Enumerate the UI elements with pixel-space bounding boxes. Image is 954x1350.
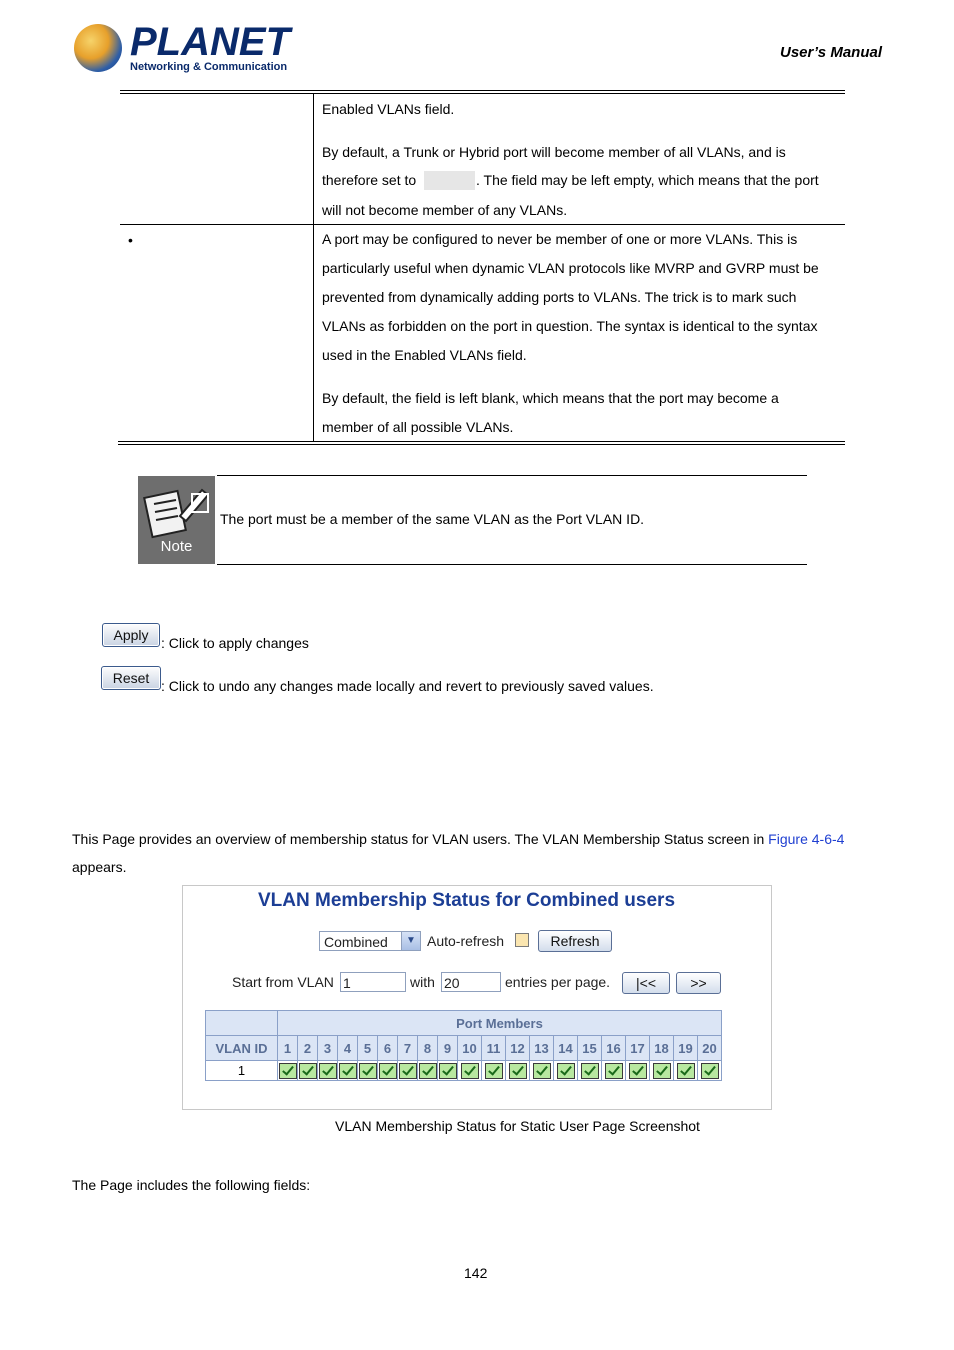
- intro-paragraph: [72, 831, 844, 847]
- check-icon: [419, 1063, 437, 1079]
- port-header-cell: 19: [674, 1036, 698, 1061]
- port-header-cell: 4: [338, 1036, 358, 1061]
- note-icon: [138, 476, 215, 564]
- vlan-membership-screenshot: [182, 885, 772, 1110]
- port-header-cell: 18: [650, 1036, 674, 1061]
- check-icon: [279, 1063, 297, 1079]
- auto-refresh-checkbox[interactable]: [515, 933, 529, 947]
- screenshot-title: VLAN Membership Status for Combined users: [258, 890, 676, 911]
- member-cell: [506, 1061, 530, 1081]
- row2-bullet: •: [128, 232, 133, 248]
- row2-line-3: prevented from dynamically adding ports to VLANs. The trick is to mark such: [322, 289, 797, 305]
- check-icon: [359, 1063, 377, 1079]
- member-cell: [378, 1061, 398, 1081]
- check-icon: [677, 1063, 695, 1079]
- member-cell: [338, 1061, 358, 1081]
- port-members-table: [205, 1010, 722, 1081]
- member-cell: [298, 1061, 318, 1081]
- port-header-cell: 15: [578, 1036, 602, 1061]
- member-cell: [418, 1061, 438, 1081]
- row2-line-1: A port may be configured to never be member of one or more VLANs. This is: [322, 231, 798, 247]
- row1-line-2: By default, a Trunk or Hybrid port will become member of all VLANs, and is: [322, 144, 786, 160]
- port-header-cell: 14: [554, 1036, 578, 1061]
- check-icon: [299, 1063, 317, 1079]
- member-cell: [626, 1061, 650, 1081]
- redacted-highlight: [424, 171, 475, 190]
- row1-line-3: therefore set to: [322, 172, 417, 188]
- reset-button[interactable]: Reset: [101, 666, 161, 690]
- fields-intro: The Page includes the following fields:: [72, 1177, 311, 1193]
- check-icon: [557, 1063, 575, 1079]
- member-cell: [278, 1061, 298, 1081]
- globe-icon: [74, 24, 122, 72]
- refresh-button[interactable]: Refresh: [538, 930, 612, 952]
- check-icon: [653, 1063, 671, 1079]
- member-cell: [698, 1061, 722, 1081]
- with-label: with: [410, 974, 435, 990]
- page-number: 142: [464, 1265, 488, 1281]
- port-header-cell: 16: [602, 1036, 626, 1061]
- check-icon: [379, 1063, 397, 1079]
- port-header-cell: 7: [398, 1036, 418, 1061]
- port-header-cell: 17: [626, 1036, 650, 1061]
- check-icon: [399, 1063, 417, 1079]
- row1-line-4: . The field may be left empty, which means that the port: [476, 172, 819, 188]
- row1-line-1: Enabled VLANs field.: [322, 101, 455, 117]
- member-cell: [438, 1061, 458, 1081]
- note-icon-label: Note: [160, 538, 193, 555]
- apply-description: : Click to apply changes: [161, 635, 309, 651]
- port-header-cell: 9: [438, 1036, 458, 1061]
- port-header-cell: 10: [458, 1036, 482, 1061]
- check-icon: [509, 1063, 527, 1079]
- logo-wordmark: PLANET: [130, 20, 290, 64]
- port-header-cell: 1: [278, 1036, 298, 1061]
- auto-refresh-label: Auto-refresh: [427, 933, 505, 949]
- port-header-cell: 3: [318, 1036, 338, 1061]
- row2-line-2: particularly useful when dynamic VLAN protocols like MVRP and GVRP must be: [322, 260, 819, 276]
- table-top-rule-2: [120, 93, 845, 94]
- user-type-select[interactable]: [319, 931, 421, 951]
- row2-line-4: VLANs as forbidden on the port in question. The syntax is identical to the syntax: [322, 318, 818, 334]
- port-members-header: Port Members: [278, 1011, 722, 1036]
- intro-text-end: appears.: [72, 859, 127, 875]
- member-cell: [398, 1061, 418, 1081]
- member-cell: [578, 1061, 602, 1081]
- user-type-value: Combined: [324, 934, 388, 950]
- port-header-cell: 11: [482, 1036, 506, 1061]
- planet-logo: [74, 20, 290, 78]
- empty-header-cell: [206, 1011, 278, 1036]
- table-bottom-rule-2: [118, 444, 845, 445]
- note-bottom-rule: [217, 564, 807, 565]
- manual-title: User’s Manual: [780, 44, 882, 61]
- member-cell: [650, 1061, 674, 1081]
- entries-label: entries per page.: [505, 974, 611, 990]
- member-cell: [358, 1061, 378, 1081]
- intro-text: This Page provides an overview of membership status for VLAN users. The VLAN Membership Status screen in: [72, 831, 769, 847]
- check-icon: [629, 1063, 647, 1079]
- check-icon: [605, 1063, 623, 1079]
- row2-line-7: member of all possible VLANs.: [322, 419, 514, 435]
- row2-line-6: By default, the field is left blank, which means that the port may become a: [322, 390, 779, 406]
- vlan-id-cell: 1: [206, 1061, 278, 1081]
- check-icon: [485, 1063, 503, 1079]
- chevron-down-icon: ▼: [401, 932, 420, 950]
- row1-line-5: will not become member of any VLANs.: [322, 202, 568, 218]
- table-top-rule-1: [120, 90, 845, 91]
- member-cell: [530, 1061, 554, 1081]
- entries-input[interactable]: 20: [441, 972, 501, 992]
- port-header-cell: 12: [506, 1036, 530, 1061]
- vlan-id-header: VLAN ID: [206, 1036, 278, 1061]
- member-cell: [482, 1061, 506, 1081]
- member-cell: [318, 1061, 338, 1081]
- port-header-cell: 6: [378, 1036, 398, 1061]
- member-cell: [674, 1061, 698, 1081]
- check-icon: [339, 1063, 357, 1079]
- start-vlan-input[interactable]: 1: [340, 972, 406, 992]
- note-top-rule: [217, 475, 807, 476]
- port-header-cell: 5: [358, 1036, 378, 1061]
- check-icon: [581, 1063, 599, 1079]
- check-icon: [439, 1063, 457, 1079]
- check-icon: [701, 1063, 719, 1079]
- figure-link[interactable]: Figure 4-6-4: [768, 831, 845, 847]
- apply-button[interactable]: Apply: [102, 623, 160, 647]
- port-header-cell: 8: [418, 1036, 438, 1061]
- check-icon: [461, 1063, 479, 1079]
- start-from-label: Start from VLAN: [232, 974, 334, 990]
- member-cell: [554, 1061, 578, 1081]
- note-text: The port must be a member of the same VLAN as the Port VLAN ID.: [220, 511, 645, 527]
- check-icon: [533, 1063, 551, 1079]
- check-icon: [319, 1063, 337, 1079]
- port-header-cell: 2: [298, 1036, 318, 1061]
- port-header-cell: 13: [530, 1036, 554, 1061]
- logo-tagline: Networking & Communication: [130, 61, 288, 73]
- row2-line-5: used in the Enabled VLANs field.: [322, 347, 527, 363]
- first-page-button[interactable]: |<<: [622, 972, 670, 994]
- figure-caption: VLAN Membership Status for Static User Page Screenshot: [335, 1118, 700, 1134]
- table-column-divider: [313, 93, 314, 442]
- member-cell: [458, 1061, 482, 1081]
- next-page-button[interactable]: >>: [676, 972, 721, 994]
- member-cell: [602, 1061, 626, 1081]
- reset-description: : Click to undo any changes made locally and revert to previously saved values.: [161, 678, 654, 694]
- port-header-cell: 20: [698, 1036, 722, 1061]
